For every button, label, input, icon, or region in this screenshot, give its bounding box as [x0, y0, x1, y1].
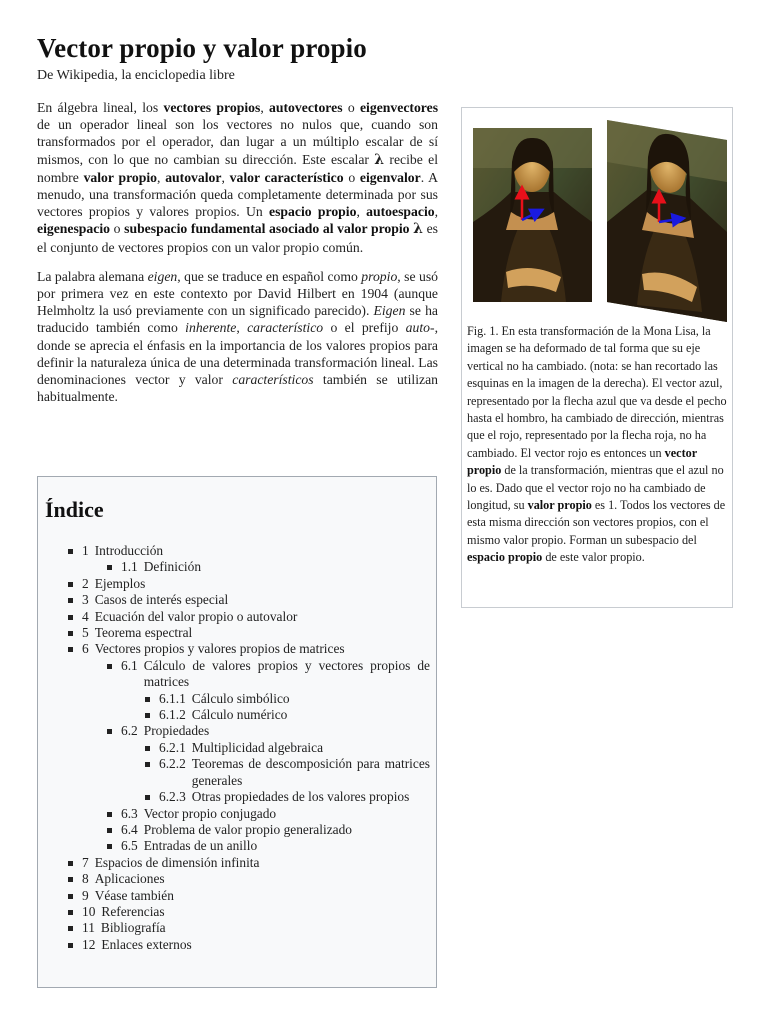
italic-term: propio: [361, 268, 398, 284]
bullet-icon: [68, 894, 73, 899]
toc-item-link[interactable]: Propiedades: [143, 723, 210, 739]
bullet-icon: [68, 582, 73, 587]
bullet-icon: [107, 844, 112, 849]
toc-item[interactable]: [38, 904, 434, 920]
toc-item[interactable]: [38, 806, 434, 822]
toc-item-number: 9: [82, 887, 89, 903]
bullet-icon: [68, 631, 73, 636]
bullet-icon: [107, 828, 112, 833]
page-subtitle: De Wikipedia, la enciclopedia libre: [37, 68, 235, 83]
bullet-icon: [68, 877, 73, 882]
bold-term: eigenespacio: [37, 221, 110, 237]
toc-item-number: 6.2.2: [159, 756, 186, 772]
toc-item[interactable]: [38, 625, 434, 641]
text-run: , se usó por primera vez en este contexto por David Hilbert en 1904 (aunque Helmholtz la usó previamente con un significado parecido).: [37, 268, 438, 319]
bullet-icon: [107, 664, 112, 669]
text-run: ,: [260, 100, 270, 115]
toc-item-link[interactable]: Multiplicidad algebraica: [191, 739, 324, 755]
bold-term: valor propio: [527, 498, 592, 513]
text-run: o: [342, 100, 360, 115]
intro-paragraph-2: [37, 268, 438, 406]
bold-term: eigenvalor: [359, 169, 421, 185]
text-run: también se utilizan habitualmente.: [37, 372, 439, 405]
toc-item-number: 3: [82, 592, 89, 608]
toc-item[interactable]: [38, 888, 434, 904]
bullet-icon: [68, 943, 73, 948]
italic-term: Eigen: [373, 303, 406, 319]
text-run: ,: [157, 169, 166, 185]
mona-lisa-figure: [466, 112, 728, 330]
toc-item-link[interactable]: Cálculo de valores propios y vectores propios de matrices: [143, 657, 430, 690]
text-run: ,: [221, 169, 230, 185]
toc-title: Índice: [45, 497, 104, 522]
toc-item[interactable]: [38, 707, 434, 723]
figure-box: [461, 107, 733, 608]
bold-term: espacio propio: [467, 550, 543, 565]
text-run: ,: [434, 204, 439, 220]
italic-term: inherente: [185, 320, 237, 336]
bold-term: vectores propios: [163, 100, 261, 115]
toc-item-number: 6.3: [121, 805, 138, 821]
bullet-icon: [145, 697, 150, 702]
toc-item-number: 6.1: [121, 657, 138, 673]
lambda-symbol: λ: [413, 221, 423, 238]
figure-caption: [467, 323, 729, 567]
toc-item[interactable]: [38, 609, 434, 625]
toc-item-link[interactable]: Problema de valor propio generalizado: [143, 821, 352, 837]
toc-item[interactable]: [38, 723, 434, 739]
toc-item-link[interactable]: Introducción: [94, 543, 164, 558]
toc-item-link[interactable]: Véase también: [94, 887, 174, 903]
toc-item-number: 6.1.2: [159, 707, 186, 723]
text-run: La palabra alemana: [37, 268, 148, 284]
toc-item[interactable]: [38, 789, 434, 805]
toc-item-number: 1: [82, 543, 89, 558]
bullet-icon: [145, 795, 150, 800]
toc-item[interactable]: [38, 576, 434, 592]
text-run: ,: [356, 204, 367, 220]
toc-item[interactable]: [38, 838, 434, 854]
text-run: recibe el nombre: [37, 151, 438, 185]
toc-item-number: 6.5: [121, 838, 138, 854]
italic-term: auto-: [405, 320, 435, 336]
bold-term: autovalor: [165, 169, 222, 185]
toc-item[interactable]: [38, 756, 434, 789]
bullet-icon: [107, 812, 112, 817]
bullet-icon: [145, 713, 150, 718]
toc-item[interactable]: [38, 641, 434, 657]
toc-item-link[interactable]: Ecuación del valor propio o autovalor: [94, 608, 298, 624]
toc-item-link[interactable]: Enlaces externos: [101, 936, 192, 952]
text-run: o: [343, 169, 360, 185]
toc-item-link[interactable]: Vectores propios y valores propios de matrices: [94, 641, 345, 657]
bold-term: vector propio: [467, 445, 697, 478]
text-run: de este valor propio.: [542, 550, 645, 565]
bold-term: espacio propio: [269, 204, 357, 220]
lambda-symbol: λ: [374, 151, 385, 168]
toc-item[interactable]: [38, 920, 434, 936]
page-title: Vector propio y valor propio: [37, 33, 367, 63]
bold-term: autovectores: [269, 100, 343, 115]
italic-term: característico: [247, 320, 324, 336]
article-intro: [37, 99, 438, 417]
mona-lisa-sheared-image: [607, 120, 727, 322]
text-run: o: [110, 221, 125, 237]
toc-item-link[interactable]: Entradas de un anillo: [143, 838, 258, 854]
toc-item-number: 7: [82, 854, 89, 870]
text-run: de la transformación, mientras que el azul no lo es. Dado que el vector rojo no ha cambiado de longitud, su: [467, 463, 724, 513]
bold-term: valor característico: [229, 169, 344, 185]
text-run: En álgebra lineal, los: [37, 100, 164, 115]
toc-item-link[interactable]: Definición: [143, 559, 202, 575]
toc-item-number: 6.4: [121, 821, 138, 837]
toc-item-number: 6.1.1: [159, 690, 186, 706]
bullet-icon: [68, 861, 73, 866]
bullet-icon: [107, 565, 112, 570]
bold-term: eigenvectores: [359, 100, 439, 115]
toc-item[interactable]: [38, 559, 434, 575]
text-run: , donde se aprecia el énfasis en la importancia de los valores propios para definir la naturaleza única de una determinada transformación lineal. Las denominaciones vector y valor: [37, 320, 438, 388]
bold-term: autoespacio: [366, 204, 435, 220]
table-of-contents: [37, 476, 437, 988]
toc-item-link[interactable]: Casos de interés especial: [94, 592, 229, 608]
toc-item-number: 6.2.1: [159, 739, 186, 755]
italic-term: eigen: [147, 268, 178, 284]
text-run: . A menudo, una transformación queda completamente determinada por sus vectores propios y valores propios. Un: [37, 169, 439, 220]
italic-term: característicos: [232, 372, 314, 388]
text-run: ,: [236, 320, 248, 336]
toc-item-link[interactable]: Cálculo simbólico: [191, 690, 290, 706]
bullet-icon: [68, 926, 73, 931]
toc-item[interactable]: [38, 855, 434, 871]
toc-item-link[interactable]: Vector propio conjugado: [143, 805, 277, 821]
bullet-icon: [68, 598, 73, 603]
bullet-icon: [145, 746, 150, 751]
bullet-icon: [68, 549, 73, 554]
toc-list: [38, 543, 434, 953]
toc-item-number: 2: [82, 575, 89, 591]
toc-item[interactable]: [38, 740, 434, 756]
toc-item-link[interactable]: Otras propiedades de los valores propios: [191, 789, 410, 805]
text-run: o el prefijo: [323, 320, 406, 336]
bullet-icon: [145, 762, 150, 767]
toc-item-number: 8: [82, 871, 89, 887]
text-run: , que se traduce en español como: [177, 268, 362, 284]
intro-paragraph-1: [37, 99, 438, 256]
toc-item-number: 5: [82, 625, 89, 641]
toc-item[interactable]: [38, 658, 434, 691]
toc-item[interactable]: [38, 937, 434, 953]
mona-lisa-original-image: [473, 128, 592, 302]
toc-item-number: 1.1: [121, 559, 138, 575]
toc-item-number: 6.2.3: [159, 789, 186, 805]
text-run: se ha traducido también como: [37, 303, 438, 336]
toc-item-number: 6: [82, 641, 89, 657]
toc-item-link[interactable]: Bibliografía: [100, 920, 166, 936]
toc-item-number: 6.2: [121, 723, 138, 739]
toc-item-number: 10: [82, 903, 96, 919]
toc-item-link[interactable]: Teoremas de descomposición para matrices generales: [191, 756, 430, 788]
bold-term: subespacio fundamental asociado al valor propio: [124, 221, 410, 237]
text-run: es 1. Todos los vectores de esta misma dirección son vectores propios, con el mismo valor propio. Forman un subespacio del: [467, 498, 726, 547]
bullet-icon: [68, 910, 73, 915]
toc-item[interactable]: [38, 691, 434, 707]
bullet-icon: [107, 729, 112, 734]
text-run: es el conjunto de vectores propios con un valor propio común.: [37, 221, 439, 255]
toc-item-link[interactable]: Teorema espectral: [94, 625, 193, 641]
toc-item[interactable]: [38, 592, 434, 608]
toc-item-link[interactable]: Aplicaciones: [94, 871, 165, 887]
toc-item-number: 11: [82, 920, 95, 936]
text-run: Fig. 1. En esta transformación de la Mona Lisa, la imagen se ha deformado de tal forma que su eje vertical no ha cambiado. (nota: se han recortado las esquinas en la imagen de la derecha). El vector azul, representado por la flecha azul que va desde el pecho hasta el hombro, ha cambiado de dirección, mientras que el rojo, representado por la flecha roja, no ha cambiado. El vector rojo es entonces un: [467, 324, 727, 460]
toc-item[interactable]: [38, 822, 434, 838]
text-run: de un operador lineal son los vectores no nulos que, cuando son transformados por el operador, dan lugar a un múltiplo escalar de sí mismos, con lo que no cambian su dirección. Este escalar: [37, 117, 438, 167]
toc-item[interactable]: [38, 871, 434, 887]
toc-item-link[interactable]: Ejemplos: [94, 575, 146, 591]
toc-item[interactable]: [38, 543, 434, 559]
toc-item-number: 4: [82, 608, 89, 624]
toc-item-link[interactable]: Referencias: [101, 903, 165, 919]
bold-term: valor propio: [83, 169, 158, 185]
bullet-icon: [68, 647, 73, 652]
bullet-icon: [68, 615, 73, 620]
toc-item-link[interactable]: Cálculo numérico: [191, 707, 288, 723]
toc-item-number: 12: [82, 936, 96, 952]
toc-item-link[interactable]: Espacios de dimensión infinita: [94, 854, 260, 870]
